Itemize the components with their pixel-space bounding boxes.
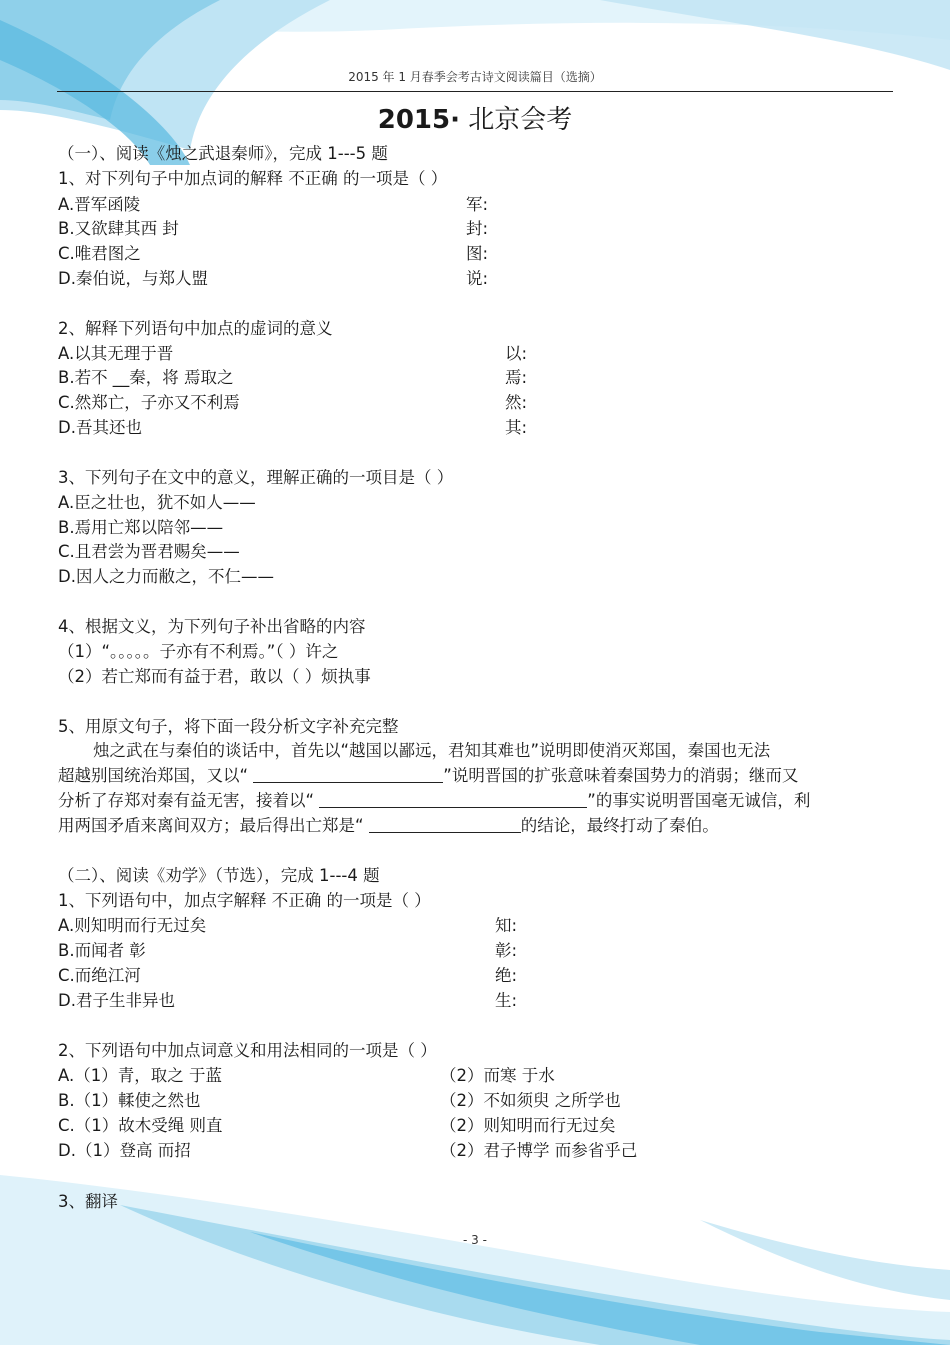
s1-q4-item-2: （2）若亡郑而有益于君，敢以（ ）烦执事	[58, 667, 371, 686]
section-one-heading: （一）、阅读《烛之武退秦师》，完成 1---5 题	[58, 144, 388, 163]
s2-q2-option-a-left: A.（1）青，取之 于蓝	[58, 1066, 222, 1085]
s1-q3-option-d: D.因人之力而敝之，不仁——	[58, 567, 274, 586]
s1-q2-key-d: 其:	[505, 418, 528, 437]
s1-q2-stem: 2、解释下列语句中加点的虚词的意义	[58, 319, 333, 338]
s1-q1-key-a: 军:	[466, 195, 489, 214]
s1-q4-item-1: （1）“。。。。。子亦有不利焉。”（ ）许之	[58, 642, 339, 661]
running-header: 2015 年 1 月春季会考古诗文阅读篇目（选摘）	[348, 70, 602, 84]
s1-q5-line4-start: 用两国矛盾来离间双方；最后得出亡郑是“	[58, 816, 369, 835]
s2-q1-option-c: C.而绝江河	[58, 966, 141, 985]
s1-q1-key-c: 图:	[466, 244, 489, 263]
s2-q1-key-d: 生:	[495, 991, 518, 1010]
s2-q2-option-c-right: （2）则知明而行无过矣	[440, 1116, 616, 1135]
header-rule	[57, 91, 893, 92]
answer-blank[interactable]	[369, 816, 521, 833]
s1-q5-stem: 5、用原文句子，将下面一段分析文字补充完整	[58, 717, 399, 736]
s1-q1-key-d: 说:	[466, 269, 489, 288]
s1-q1-option-b: B.又欲肆其西 封	[58, 219, 179, 238]
s1-q3-option-c: C.且君尝为晋君赐矣——	[58, 542, 240, 561]
s2-q1-option-b: B.而闻者 彰	[58, 941, 146, 960]
answer-blank[interactable]	[253, 766, 443, 783]
s2-q2-option-b-right: （2）不如须臾 之所学也	[440, 1091, 621, 1110]
s1-q5-line2-start: 超越别国统治郑国，又以“	[58, 766, 254, 785]
answer-blank[interactable]	[319, 791, 587, 808]
s1-q5-line4-end: 的结论，最终打动了秦伯。	[520, 816, 719, 835]
s2-q1-key-b: 彰:	[495, 941, 518, 960]
s1-q4-stem: 4、根据文义，为下列句子补出省略的内容	[58, 617, 366, 636]
s2-q2-stem: 2、下列语句中加点词意义和用法相同的一项是（ ）	[58, 1041, 437, 1060]
s2-q2-option-d-right: （2）君子博学 而参省乎己	[440, 1141, 638, 1160]
s2-q1-key-a: 知:	[495, 916, 518, 935]
s1-q2-option-b: B.若不 __秦，将 焉取之	[58, 368, 234, 387]
s2-q2-option-d-left: D.（1）登高 而招	[58, 1141, 191, 1160]
s2-q2-option-b-left: B.（1）輮使之然也	[58, 1091, 201, 1110]
s1-q1-option-d: D.秦伯说，与郑人盟	[58, 269, 208, 288]
s1-q5-paragraph-line-2	[58, 765, 798, 787]
page-title	[0, 103, 950, 137]
section-two-heading: （二）、阅读《劝学》（节选），完成 1---4 题	[58, 866, 380, 885]
s1-q3-stem: 3、下列句子在文中的意义，理解正确的一项目是（ ）	[58, 468, 454, 487]
title-place: 北京会考	[468, 105, 573, 135]
s1-q2-key-c: 然:	[505, 393, 528, 412]
s1-q5-paragraph-line-3	[58, 790, 810, 812]
s1-q5-line2-end: ”说明晋国的扩张意味着秦国势力的消弱；继而又	[443, 766, 799, 785]
s2-q1-option-a: A.则知明而行无过矣	[58, 916, 207, 935]
s1-q2-key-a: 以:	[505, 344, 528, 363]
s1-q5-paragraph-line-4	[58, 815, 719, 837]
s1-q3-option-a: A.臣之壮也，犹不如人——	[58, 493, 256, 512]
s1-q5-paragraph-line-1: 烛之武在与秦伯的谈话中，首先以“越国以鄙远，君知其难也”说明即使消灭郑国，秦国也无法	[93, 741, 771, 760]
page-number: - 3 -	[463, 1233, 487, 1247]
s1-q2-option-c: C.然郑亡，子亦又不利焉	[58, 393, 240, 412]
s2-q2-option-a-right: （2）而寒 于水	[440, 1066, 555, 1085]
s1-q2-option-a: A.以其无理于晋	[58, 344, 174, 363]
s1-q2-key-b: 焉:	[505, 368, 528, 387]
s1-q1-key-b: 封:	[466, 219, 489, 238]
s1-q2-option-d: D.吾其还也	[58, 418, 142, 437]
s2-q2-option-c-left: C.（1）故木受绳 则直	[58, 1116, 223, 1135]
s2-q3-stem: 3、翻译	[58, 1192, 118, 1211]
s2-q1-option-d: D.君子生非异也	[58, 991, 175, 1010]
s1-q1-option-a: A.晋军函陵	[58, 195, 141, 214]
s1-q3-option-b: B.焉用亡郑以陪邻——	[58, 518, 224, 537]
s2-q1-key-c: 绝:	[495, 966, 518, 985]
title-year: 2015·	[377, 105, 460, 135]
s1-q1-stem: 1、对下列句子中加点词的解释 不正确 的一项是（ ）	[58, 169, 448, 188]
s1-q5-line3-start: 分析了存郑对秦有益无害，接着以“	[58, 791, 320, 810]
s2-q1-stem: 1、下列语句中，加点字解释 不正确 的一项是（ ）	[58, 891, 431, 910]
s1-q5-line3-end: ”的事实说明晋国毫无诚信，利	[587, 791, 811, 810]
s1-q1-option-c: C.唯君图之	[58, 244, 141, 263]
